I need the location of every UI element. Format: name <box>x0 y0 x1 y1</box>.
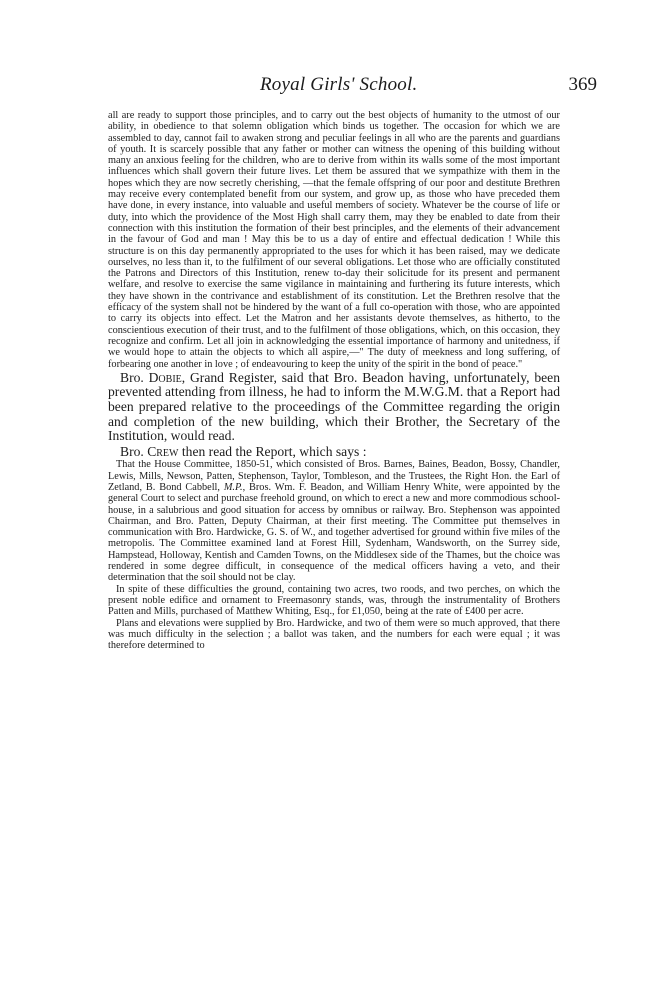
dobie-paragraph <box>108 371 560 444</box>
dobie-text: , Grand Register, said that Bro. Beadon having, unfortunately, been prevented attending from illness, he had to inform the M.W.G.M. that a Report had been prepared relative to the proceedings of the Committee regarding the origin and completion of the new building, which their Brother, the Secretary of the Institution, would read. <box>108 369 561 444</box>
crew-lead: Bro. <box>120 443 148 459</box>
crew-text: then read the Report, which says : <box>178 443 367 459</box>
page-body <box>108 110 560 651</box>
report-paragraph-3: Plans and elevations were supplied by Bro. Hardwicke, and two of them were so much approved, that there was much difficulty in the selection ; a ballot was taken, and the numbers for each were equal ; it was therefore determined to <box>108 617 560 652</box>
page-header <box>120 74 601 98</box>
report-p1-b: , Bros. Wm. F. Beadon, and William Henry White, were appointed by the general Court to select and purchase freehold ground, on which to erect a new and more commodious school-house, in a salubrious and good situation for access by omnibus or railway. Bro. Stephenson was appointed Chairman, and Bro. Patten, Deputy Chairman, at their first meeting. The Committee put themselves in communication with Bro. Hardwicke, G. S. of W., and together advertised for ground within five miles of the metropolis. The Committee examined land at Forest Hill, Sydenham, Wandsworth, on the Surrey side, Hampstead, Holloway, Kentish and Camden Towns, on the Middlesex side of the Thames, but the choice was rendered in some degree difficult, in consequence of the medical officers having a veto, and their determination that the soil should not be clay. <box>108 481 560 584</box>
report-p1-mp: M.P. <box>223 481 243 493</box>
running-title: Royal Girls' School. <box>260 74 418 95</box>
speech-paragraph: all are ready to support those principles, and to carry out the best objects of humanity to the utmost of our ability, in obedience to that solemn obligation which binds us together. The occasion for which we are assembled to day, cannot fail to awaken strong and peculiar feelings in all who are the parents and guardians of youth. It is scarcely possible that any father or mother can witness the opening of this building without many an anxious feeling for the children, who are to derive from within its walls some of the most important influences which shall govern their future lives. Let them be assured that we sympathize with them in the hopes which they are now secretly cherishing, —that the female offspring of our poor and destitute Brethren may receive every contemplated benefit from our system, and grow up, as those who have preceded them have done, in every instance, into valuable and useful members of society. Whatever be the course of life or duty, into which the providence of the Most High shall carry them, may they be enabled to date from their connection with this institution the formation of their best principles, and the elements of their advancement in the favour of God and man ! May this be to us a day of entire and effectual dedication ! While this structure is on this day permanently appropriated to the uses for which it has been raised, may we dedicate ourselves, no less than it, to the fulfilment of our several obligations. Let those who are officially constituted the Patrons and Directors of this Institution, renew to-day their solicitude for its present and permanent welfare, and resolve to exercise the same vigilance in maintaining and furthering its future interests, which they have shown in the contrivance and establishment of its constitution. Let the Brethren resolve that the efficacy of the system shall not be hindered by the want of a full co-operation with those, who are appointed to carry its objects into effect. Let the Matron and her assistants devote themselves, as hitherto, to the conscientious execution of their trust, and to the fulfilment of those obligations, which, on this occasion, they recognize and confirm. Let all join in acknowledging the essential importance of harmony and unitedness, if we would hope to attain the objects to which all aspire,—" The duty of meekness and long suffering, of forbearing one another in love ; of endeavouring to keep the unity of the spirit in the bond of peace." <box>108 110 560 370</box>
dobie-lead: Bro. <box>120 369 149 385</box>
dobie-name: Dobie <box>148 369 182 385</box>
crew-paragraph <box>108 445 560 460</box>
page-number: 369 <box>568 74 597 95</box>
report-paragraph-2: In spite of these difficulties the ground, containing two acres, two roods, and two perches, on which the present noble edifice and ornament to Freemasonry stands, was, through the instrumentality of Brothers Patten and Mills, purchased of Matthew Whiting, Esq., for £1,050, being at the rate of £400 per acre. <box>108 583 560 618</box>
crew-name: Crew <box>147 443 179 459</box>
report-paragraph-1 <box>108 459 560 583</box>
report-p1-a: That the House Committee, 1850-51, which consisted of Bros. Barnes, Baines, Beadon, Bossy, Chandler, Lewis, Mills, Newson, Patten, Stephenson, Taylor, Tombleson, and the Trustees, the Right Hon. the Earl of Zetland, B. Bond Cabbell, <box>108 459 560 493</box>
